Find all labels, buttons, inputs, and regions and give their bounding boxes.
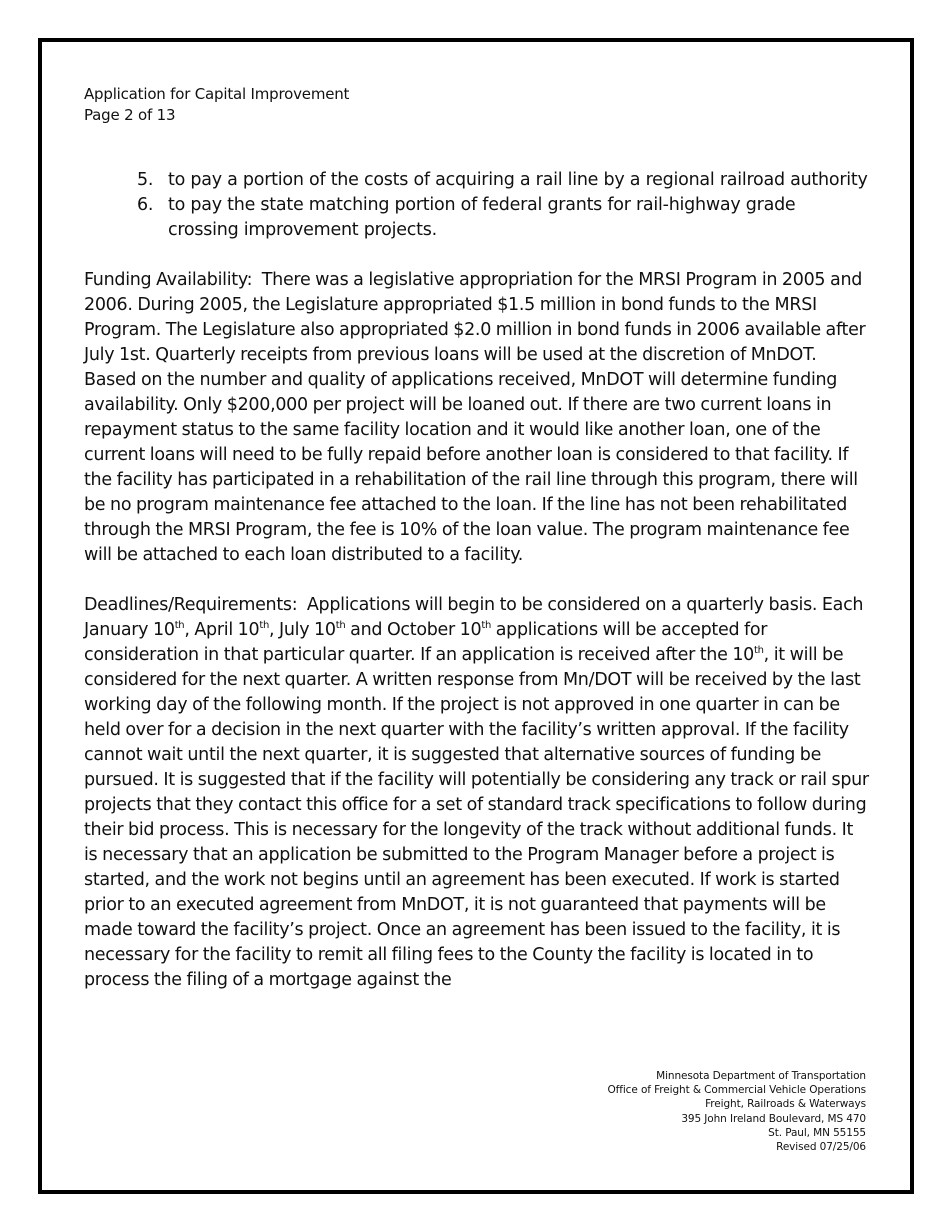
- deadlines-text-1: Applications will begin to be considered on a quarterly basis. Each January 10: [84, 595, 864, 640]
- ordinal-suffix: th: [754, 645, 764, 657]
- deadlines-text-2: , April 10: [184, 620, 260, 640]
- footer-line: St. Paul, MN 55155: [768, 1126, 866, 1139]
- list-item-number: 6.: [137, 195, 154, 215]
- page-footer: [608, 1069, 867, 1154]
- list-item-number: 5.: [137, 170, 154, 190]
- funding-availability-heading: Funding Availability:: [84, 270, 253, 290]
- page-number: Page 2 of 13: [84, 106, 176, 124]
- ordinal-suffix: th: [481, 620, 491, 632]
- deadlines-text-4: and October 10: [345, 620, 482, 640]
- purpose-list: [84, 168, 870, 243]
- page-header: [84, 84, 870, 126]
- footer-line: Freight, Railroads & Waterways: [705, 1098, 866, 1111]
- footer-line: 395 John Ireland Boulevard, MS 470: [681, 1112, 866, 1125]
- list-item-text: to pay a portion of the costs of acquiring a rail line by a regional railroad authority: [168, 170, 868, 190]
- ordinal-suffix: th: [259, 620, 269, 632]
- ordinal-suffix: th: [335, 620, 346, 632]
- footer-line: Revised 07/25/06: [776, 1141, 866, 1154]
- deadlines-text-3: , July 10: [269, 620, 336, 640]
- page-content: [84, 84, 870, 993]
- funding-availability-text: There was a legislative appropriation for the MRSI Program in 2005 and 2006. During 2005, the Legislature appropriated $1.5 million in bond funds to the MRSI Program. The Legislature also appropriated $2.0 million in bond funds in 2006 available after July 1st. Quarterly receipts from previous loans will be used at the discretion of MnDOT. Based on the number and quality of applications received, MnDOT will determine funding availability. Only $200,000 per project will be loaned out. If there are two current loans in repayment status to the same facility location and it would like another loan, one of the current loans will need to be fully repaid before another loan is considered to that facility. If the facility has participated in a rehabilitation of the rail line through this program, there will be no program maintenance fee attached to the loan. If the line has not been rehabilitated through the MRSI Program, the fee is 10% of the loan value. The program maintenance fee will be attached to each loan distributed to a facility.: [84, 270, 866, 565]
- ordinal-suffix: th: [174, 620, 185, 632]
- deadlines-paragraph: [84, 593, 870, 993]
- list-item-text: to pay the state matching portion of federal grants for rail-highway grade crossing improvement projects.: [168, 195, 796, 240]
- footer-line: Minnesota Department of Transportation: [656, 1070, 866, 1082]
- deadlines-text-6: , it will be considered for the next quarter. A written response from Mn/DOT will be received by the last working day of the following month. If the project is not approved in one quarter in can be held over for a decision in the next quarter with the facility’s written approval. If the facility cannot wait until the next quarter, it is suggested that alternative sources of funding be pursued. It is suggested that if the facility will potentially be considering any track or rail spur projects that they contact this office for a set of standard track specifications to follow during their bid process. This is necessary for the longevity of the track without additional funds. It is necessary that an application be submitted to the Program Manager before a project is started, and the work not begins until an agreement has been executed. If work is started prior to an executed agreement from MnDOT, it is not guaranteed that payments will be made toward the facility’s project. Once an agreement has been issued to the facility, it is necessary for the facility to remit all filing fees to the County the facility is located in to process the filing of a mortgage against the: [84, 645, 869, 990]
- funding-availability-paragraph: [84, 268, 870, 568]
- list-item: [84, 168, 870, 193]
- footer-line: Office of Freight & Commercial Vehicle Operations: [607, 1084, 866, 1097]
- deadlines-heading: Deadlines/Requirements:: [84, 595, 298, 615]
- document-title: Application for Capital Improvement: [84, 85, 350, 103]
- list-item: [84, 193, 870, 243]
- deadlines-text-5: applications will be accepted for consideration in that particular quarter. If an application is received after the 10: [84, 620, 768, 665]
